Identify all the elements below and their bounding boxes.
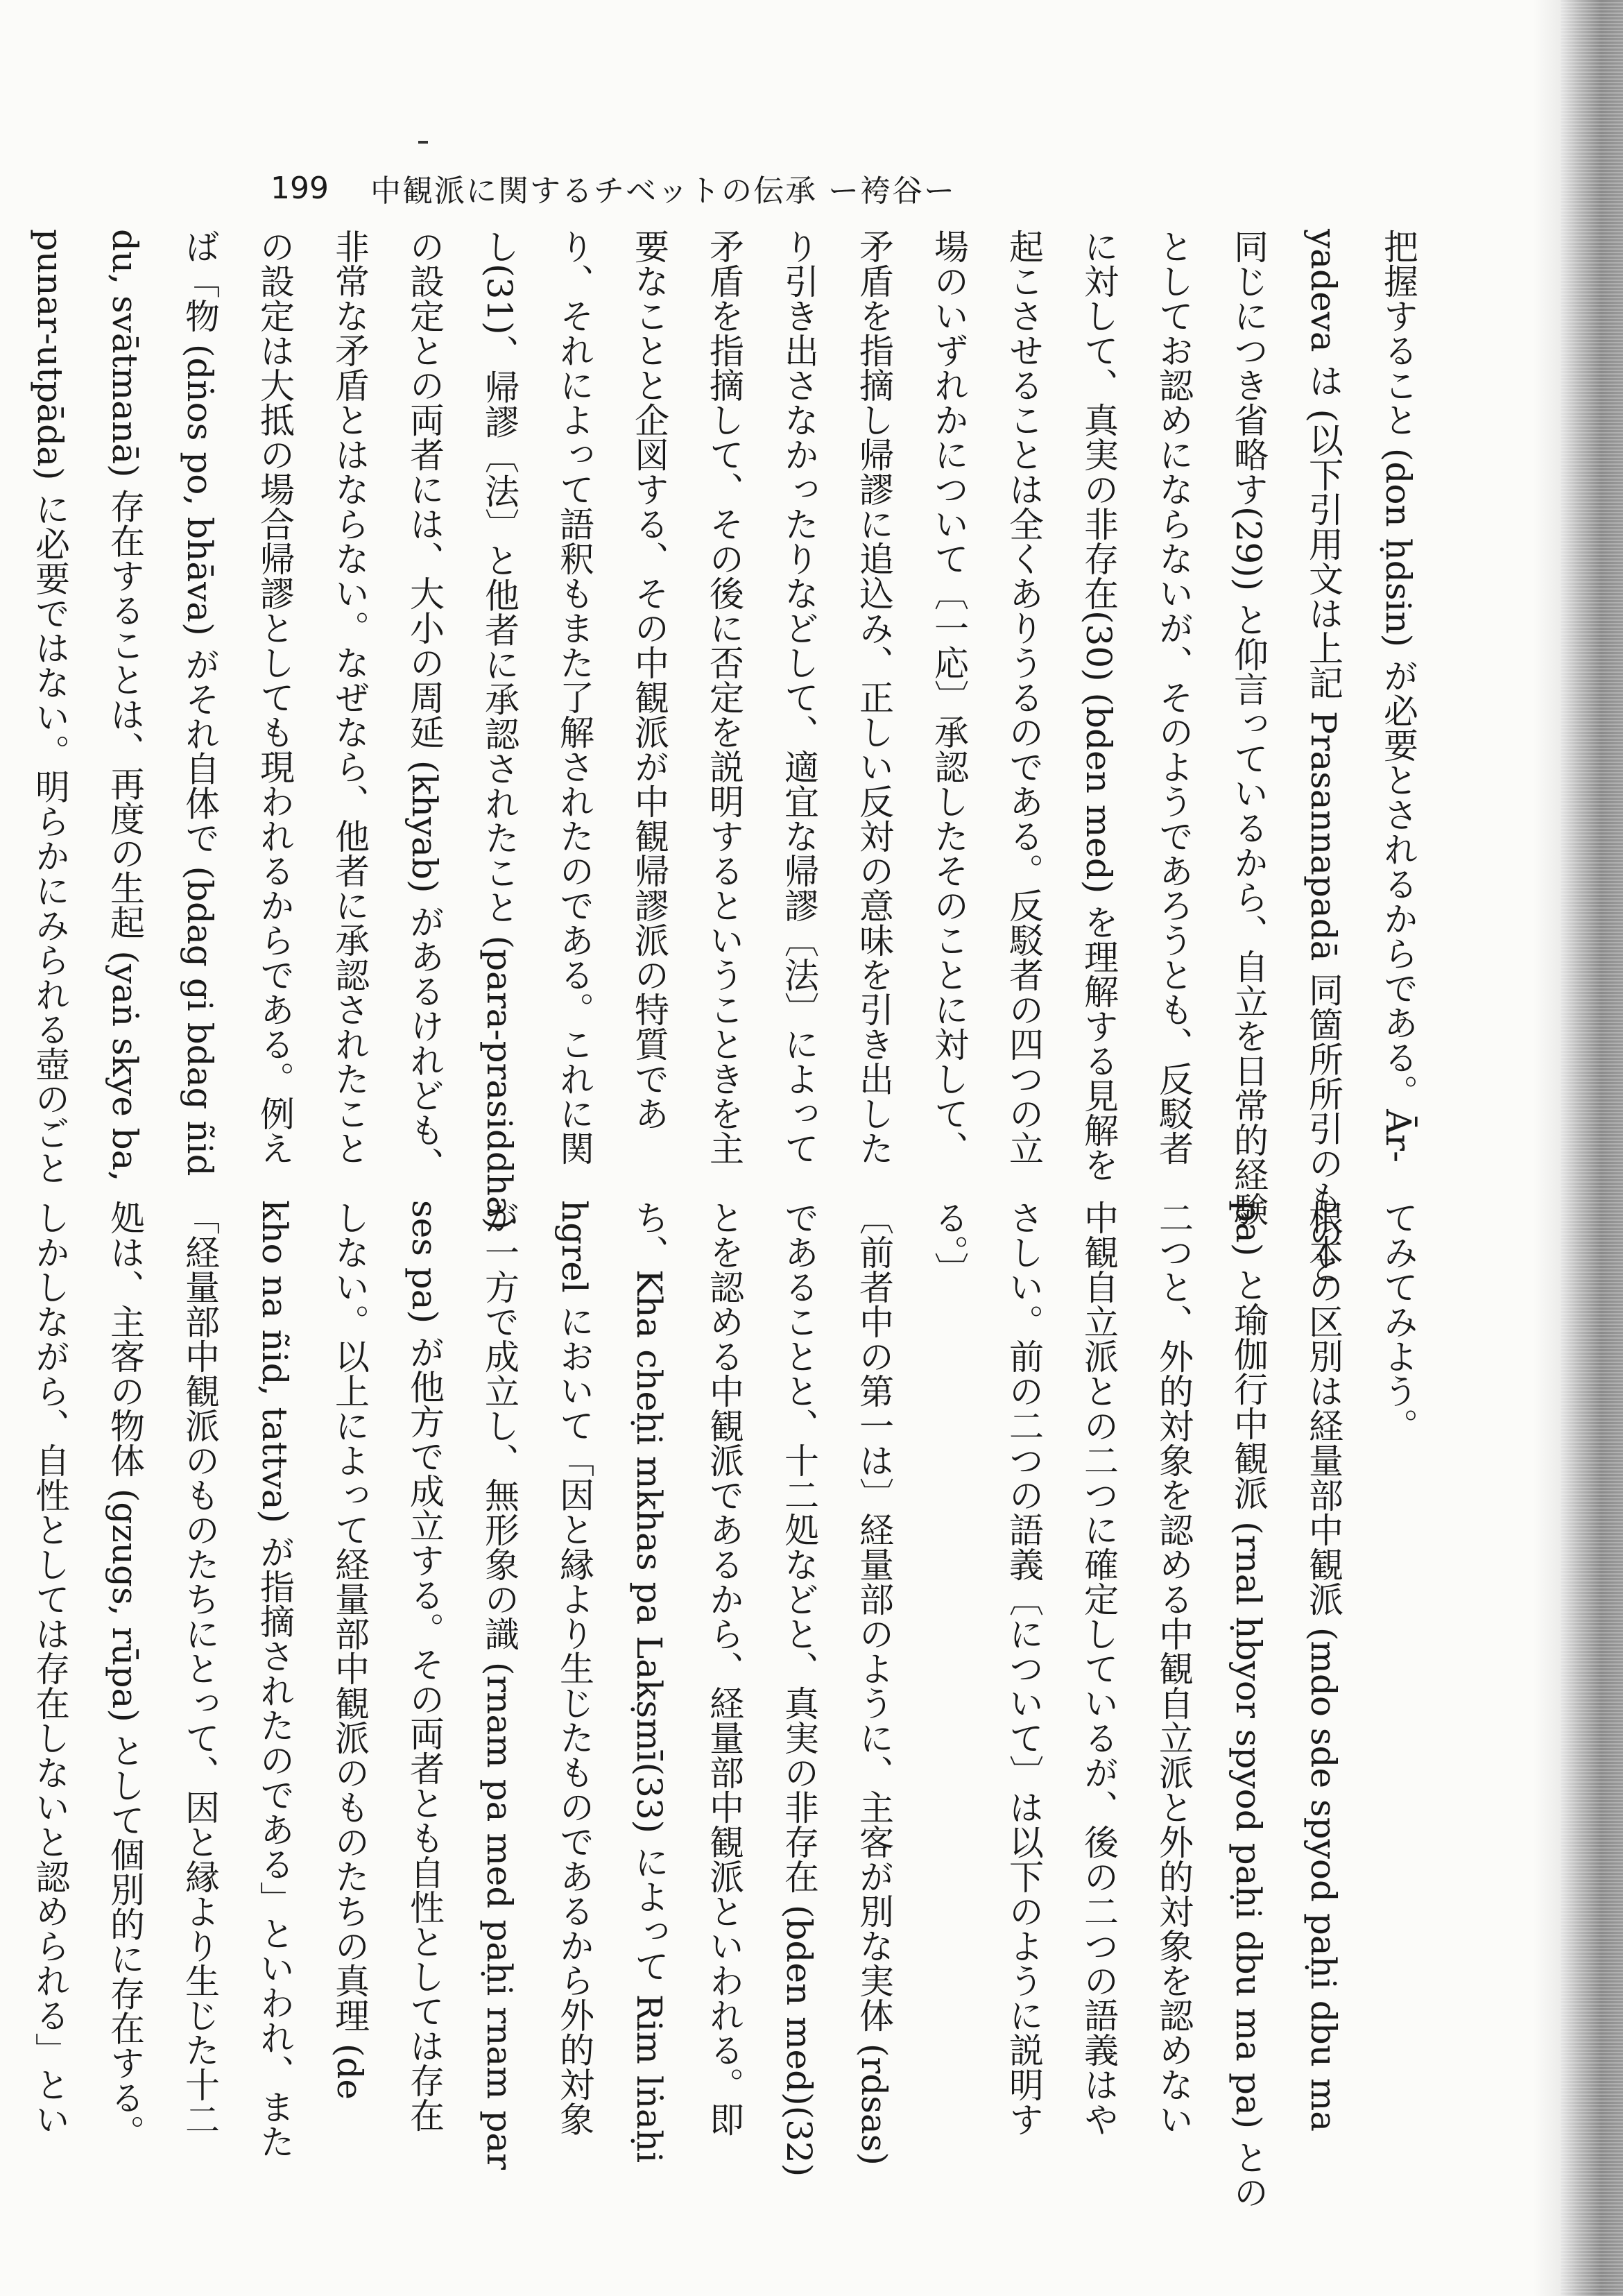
text-line: り、それによって語釈もまた了解されたのである。これに関 xyxy=(554,229,594,1165)
text-line: に対して、真実の非存在(30) (bden med) を理解する見解を xyxy=(1079,229,1119,1183)
text-line: 要なことと企図する、その中観派が中観帰謬派の特質であ xyxy=(629,229,669,1131)
text-line: du, svātmanā) 存在することは、再度の生起 (yaṅ skye ba, xyxy=(105,229,145,1182)
text-line: の設定との両者には、大小の周延 (khyab) があるけれども、 xyxy=(404,229,445,1182)
text-line: 根本の区別は経量部中観派 (mdo sde spyod paḥi dbu ma xyxy=(1303,1200,1343,2132)
text-line: り引き出さなかったりなどして、適宜な帰謬〔法〕によって xyxy=(779,229,819,1165)
print-mark xyxy=(418,141,428,144)
text-line: しない。以上によって経量部中観派のものたちの真理 (de xyxy=(329,1200,370,2100)
text-line xyxy=(0,229,12,1172)
text-line: ば「物 (dṅos po, bhāva) がそれ自体で (bdag gi bdag ñid xyxy=(180,229,220,1176)
text-line: 二つと、外的対象を認める中観自立派と外的対象を認めない xyxy=(1153,1200,1194,2136)
text-line: hgrel において「因と縁より生じたものであるから外的対象 xyxy=(554,1200,594,2136)
text-line: kho na ñid, tattva) が指摘されたのである」といわれ、また xyxy=(255,1200,295,2159)
text-line: としてお認めにならないが、そのようであろうとも、反駁者 xyxy=(1153,229,1194,1165)
text-line: 非常な矛盾とはならない。なぜなら、他者に承認されたこと xyxy=(329,229,370,1165)
text-line: が一方で成立し、無形象の識 (rnam pa med paḥi rnam par xyxy=(479,1200,519,2170)
text-line: さしい。前の二つの語義〔について〕は以下のように説明す xyxy=(1004,1200,1044,2136)
upper-text-block xyxy=(30,229,1436,1285)
page-number: 199 xyxy=(270,170,329,206)
text-line: の設定は大抵の場合帰謬としても現われるからである。例え xyxy=(255,229,295,1165)
text-line: 「経量部中観派のものたちにとって、因と縁より生じた十二 xyxy=(180,1200,220,2136)
text-line: punar-utpāda) に必要ではない。明らかにみられる壺のごと xyxy=(30,229,70,1185)
text-line: pa) と瑜伽行中観派 (rnal ḥbyor spyod paḥi dbu ma pa) との xyxy=(1228,1200,1269,2210)
text-line: とを認める中観派であるから、経量部中観派といわれる。即 xyxy=(704,1200,744,2136)
text-line: 矛盾を指摘し帰謬に追込み、正しい反対の意味を引き出した xyxy=(854,229,894,1165)
book-gutter xyxy=(1561,0,1623,2296)
text-line: しかしながら、自性としては存在しないと認められる」とい xyxy=(30,1200,70,2136)
text-line: 処は、主客の物体 (gzugs, rūpa) として個別的に存在する。 xyxy=(105,1200,145,2150)
text-line: 把握すること (don ḥdsin) が必要とされるからである。Ār- xyxy=(1378,229,1418,1163)
text-line: る。〕 xyxy=(929,1200,969,1287)
text-line xyxy=(0,1200,12,2130)
text-line: ses pa) が他方で成立する。その両者とも自性としては存在 xyxy=(404,1200,445,2133)
text-line: 矛盾を指摘して、その後に否定を説明するということきを主 xyxy=(704,229,744,1165)
text-line: 起こさせることは全くありうるのである。反駁者の四つの立 xyxy=(1004,229,1044,1165)
running-header xyxy=(270,164,956,212)
text-line: yadeva は (以下引用文は上記 Prasannapadā 同箇所所引のものと xyxy=(1303,229,1343,1285)
text-line: であることと、十二処などと、真実の非存在 (bden med)(32) xyxy=(779,1200,819,2177)
text-line: てみてみよう。 xyxy=(1378,1200,1418,1443)
lower-text-block xyxy=(30,1200,1436,2210)
running-title: 中観派に関するチベットの伝承 ー袴谷ー xyxy=(370,173,956,209)
gutter-shadow xyxy=(1533,0,1561,2296)
text-line: ち、Kha cheḥi mkhas pa Lakṣmī(33) によって Rim lṅaḥi xyxy=(629,1200,669,2164)
text-line: し(31)、帰謬〔法〕と他者に承認されたこと (para-prasiddha) xyxy=(479,229,519,1231)
text-line: 同じにつき省略す(29)) と仰言っているから、自立を日常的経験 xyxy=(1228,229,1269,1227)
text-line: 中観自立派との二つに確定しているが、後の二つの語義はや xyxy=(1079,1200,1119,2136)
text-line: 〔前者中の第一は〕経量部のように、主客が別な実体 (rdsas) xyxy=(854,1200,894,2166)
text-line: 場のいずれかについて〔一応〕承認したそのことに対して、 xyxy=(929,229,969,1165)
